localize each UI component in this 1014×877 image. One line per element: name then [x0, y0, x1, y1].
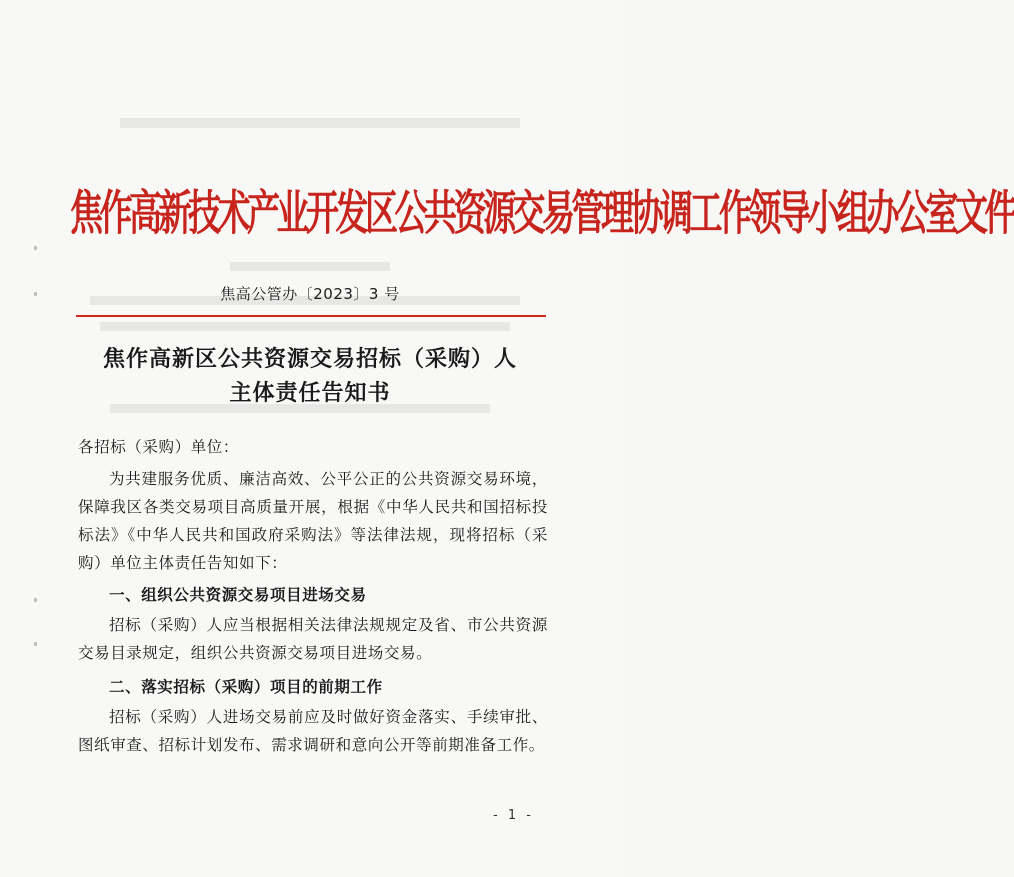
section2-body: 招标（采购）人进场交易前应及时做好资金落实、手续审批、图纸审查、招标计划发布、需求调研和意向公开等前期准备工作。: [78, 708, 548, 754]
margin-dot: [34, 246, 37, 250]
issuer-header-title: 焦作高新技术产业开发区公共资源交易管理协调工作领导小组办公室文件: [70, 184, 1014, 242]
document-title-line1: 焦作高新区公共资源交易招标（采购）人: [102, 346, 517, 372]
red-divider-line: [76, 315, 546, 317]
bleed-through-mark: [120, 118, 520, 128]
document-number: 焦高公管办〔2023〕3 号: [220, 285, 400, 303]
bleed-through-mark: [230, 262, 390, 271]
section1-body: 招标（采购）人应当根据相关法律法规规定及省、市公共资源交易目录规定，组织公共资源交易项目进场交易。: [78, 616, 548, 662]
bleed-through-mark: [100, 322, 510, 331]
page-number: - 1 -: [493, 808, 534, 823]
salutation: 各招标（采购）单位：: [78, 438, 240, 456]
section1-heading: 一、组织公共资源交易项目进场交易: [109, 586, 367, 604]
margin-dot: [34, 642, 37, 646]
intro-paragraph: 为共建服务优质、廉洁高效、公平公正的公共资源交易环境，保障我区各类交易项目高质量开展，根据《中华人民共和国招标投标法》《中华人民共和国政府采购法》等法律法规，现将招标（采购）单位主体责任告知如下：: [78, 470, 548, 572]
document-title-line2: 主体责任告知书: [229, 380, 391, 406]
margin-dot: [34, 598, 37, 602]
section2-heading: 二、落实招标（采购）项目的前期工作: [109, 678, 383, 696]
